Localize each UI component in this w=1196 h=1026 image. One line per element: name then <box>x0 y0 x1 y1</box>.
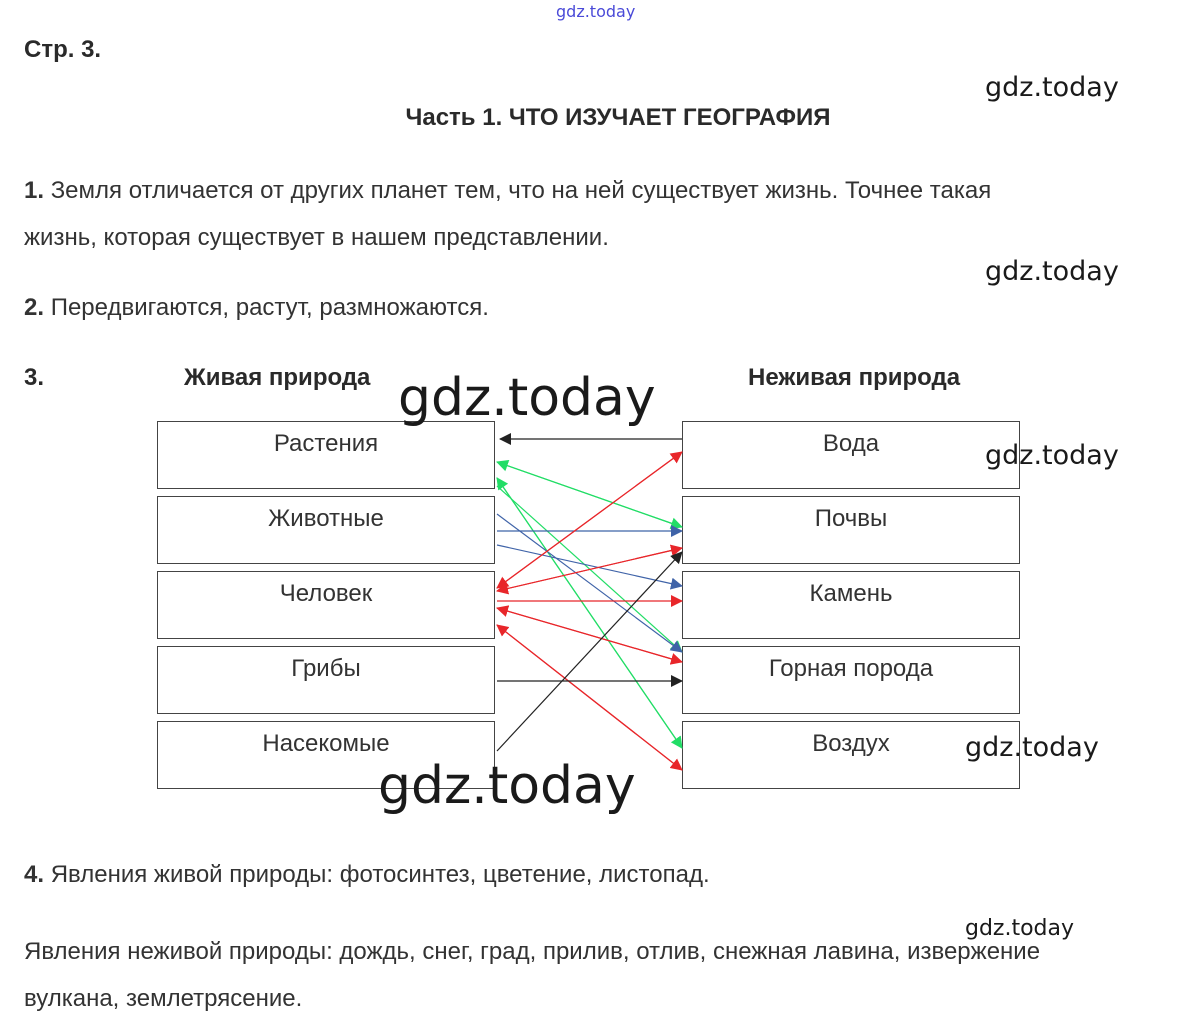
watermark-5: gdz.today <box>965 732 1099 763</box>
arrow-animals-to-stone <box>497 545 682 586</box>
nonliving-label-rock: Горная порода <box>768 655 934 682</box>
answer-3-number: 3. <box>24 364 45 391</box>
watermark-3: gdz.today <box>398 368 656 428</box>
living-label-animals: Животные <box>268 505 384 532</box>
answer-4-nonliving-line-1: Явления неживой природы: дождь, снег, град, прилив, отлив, снежная лавина, извержение <box>24 938 1041 965</box>
living-label-human: Человек <box>279 580 373 607</box>
arrow-rock-to-human <box>497 608 682 662</box>
answer-4-nonliving-line-2: вулкана, землетрясение. <box>24 985 303 1012</box>
watermark-1: gdz.today <box>985 72 1119 103</box>
watermark-7: gdz.today <box>965 916 1075 941</box>
nonliving-label-air: Воздух <box>812 730 890 757</box>
nonliving-label-water: Вода <box>822 430 880 457</box>
answer-2-text: Передвигаются, растут, размножаются. <box>50 294 489 321</box>
nonliving-label-stone: Камень <box>809 580 893 607</box>
answer-1-number: 1. <box>24 177 45 204</box>
watermark-6: gdz.today <box>378 756 636 816</box>
answer-2-number: 2. <box>24 294 45 321</box>
page-reference: Стр. 3. <box>24 36 102 63</box>
top-watermark: gdz.today <box>556 2 636 21</box>
living-nature-header: Живая природа <box>184 364 371 391</box>
living-label-fungi: Грибы <box>291 655 361 682</box>
arrow-insects-to-soil <box>497 552 682 751</box>
section-title: Часть 1. ЧТО ИЗУЧАЕТ ГЕОГРАФИЯ <box>405 104 831 131</box>
arrow-human-to-soil <box>497 548 682 591</box>
watermark-4: gdz.today <box>985 440 1119 471</box>
answer-1-line-2: жизнь, которая существует в нашем представлении. <box>24 224 609 251</box>
arrow-air-to-human <box>497 625 682 770</box>
answer-4-number: 4. <box>24 861 45 888</box>
watermark-2: gdz.today <box>985 256 1119 287</box>
living-label-insects: Насекомые <box>262 730 390 757</box>
living-label-plants: Растения <box>273 430 379 457</box>
nonliving-nature-header: Неживая природа <box>748 364 961 391</box>
answer-4-living <box>24 851 710 898</box>
arrow-plants-to-air <box>497 478 682 748</box>
answer-1-text-1: Земля отличается от других планет тем, что на ней существует жизнь. Точнее такая <box>50 177 992 204</box>
answer-4-living-text: Явления живой природы: фотосинтез, цветение, листопад. <box>50 861 710 888</box>
arrow-water-to-human <box>497 452 682 588</box>
arrow-animals-to-rock <box>497 514 682 652</box>
nonliving-label-soil: Почвы <box>814 505 888 532</box>
